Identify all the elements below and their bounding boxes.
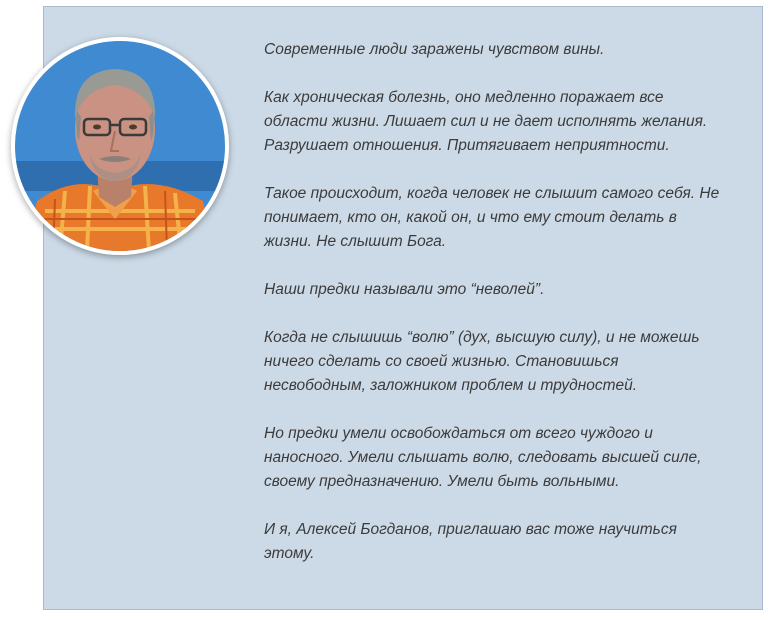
paragraph-4: Наши предки называли это “неволей”.: [264, 281, 545, 298]
paragraph-3: Такое происходит, когда человек не слышит самого себя. Не понимает, кто он, какой он, и что ему стоит делать в жизни. Не слышит Бога.: [264, 185, 720, 250]
author-avatar-frame: [11, 37, 229, 255]
paragraph-2: Как хроническая болезнь, оно медленно поражает все области жизни. Лишает сил и не дает исполнять желания. Разрушает отношения. Притягивает неприятности.: [264, 89, 708, 154]
paragraph-6: Но предки умели освобождаться от всего чуждого и наносного. Умели слышать волю, следовать высшей силе, своему предназначению. Умели быть вольными.: [264, 425, 702, 490]
paragraph-5: Когда не слышишь “волю” (дух, высшую силу), и не можешь ничего сделать со своей жизнью. Становишься несвободным, заложником проблем и трудностей.: [264, 329, 700, 394]
paragraph-7: И я, Алексей Богданов, приглашаю вас тоже научиться этому.: [264, 521, 677, 562]
author-portrait-photo: [15, 41, 225, 251]
paragraph-1: Современные люди заражены чувством вины.: [264, 41, 605, 58]
intro-text: [264, 38, 744, 590]
